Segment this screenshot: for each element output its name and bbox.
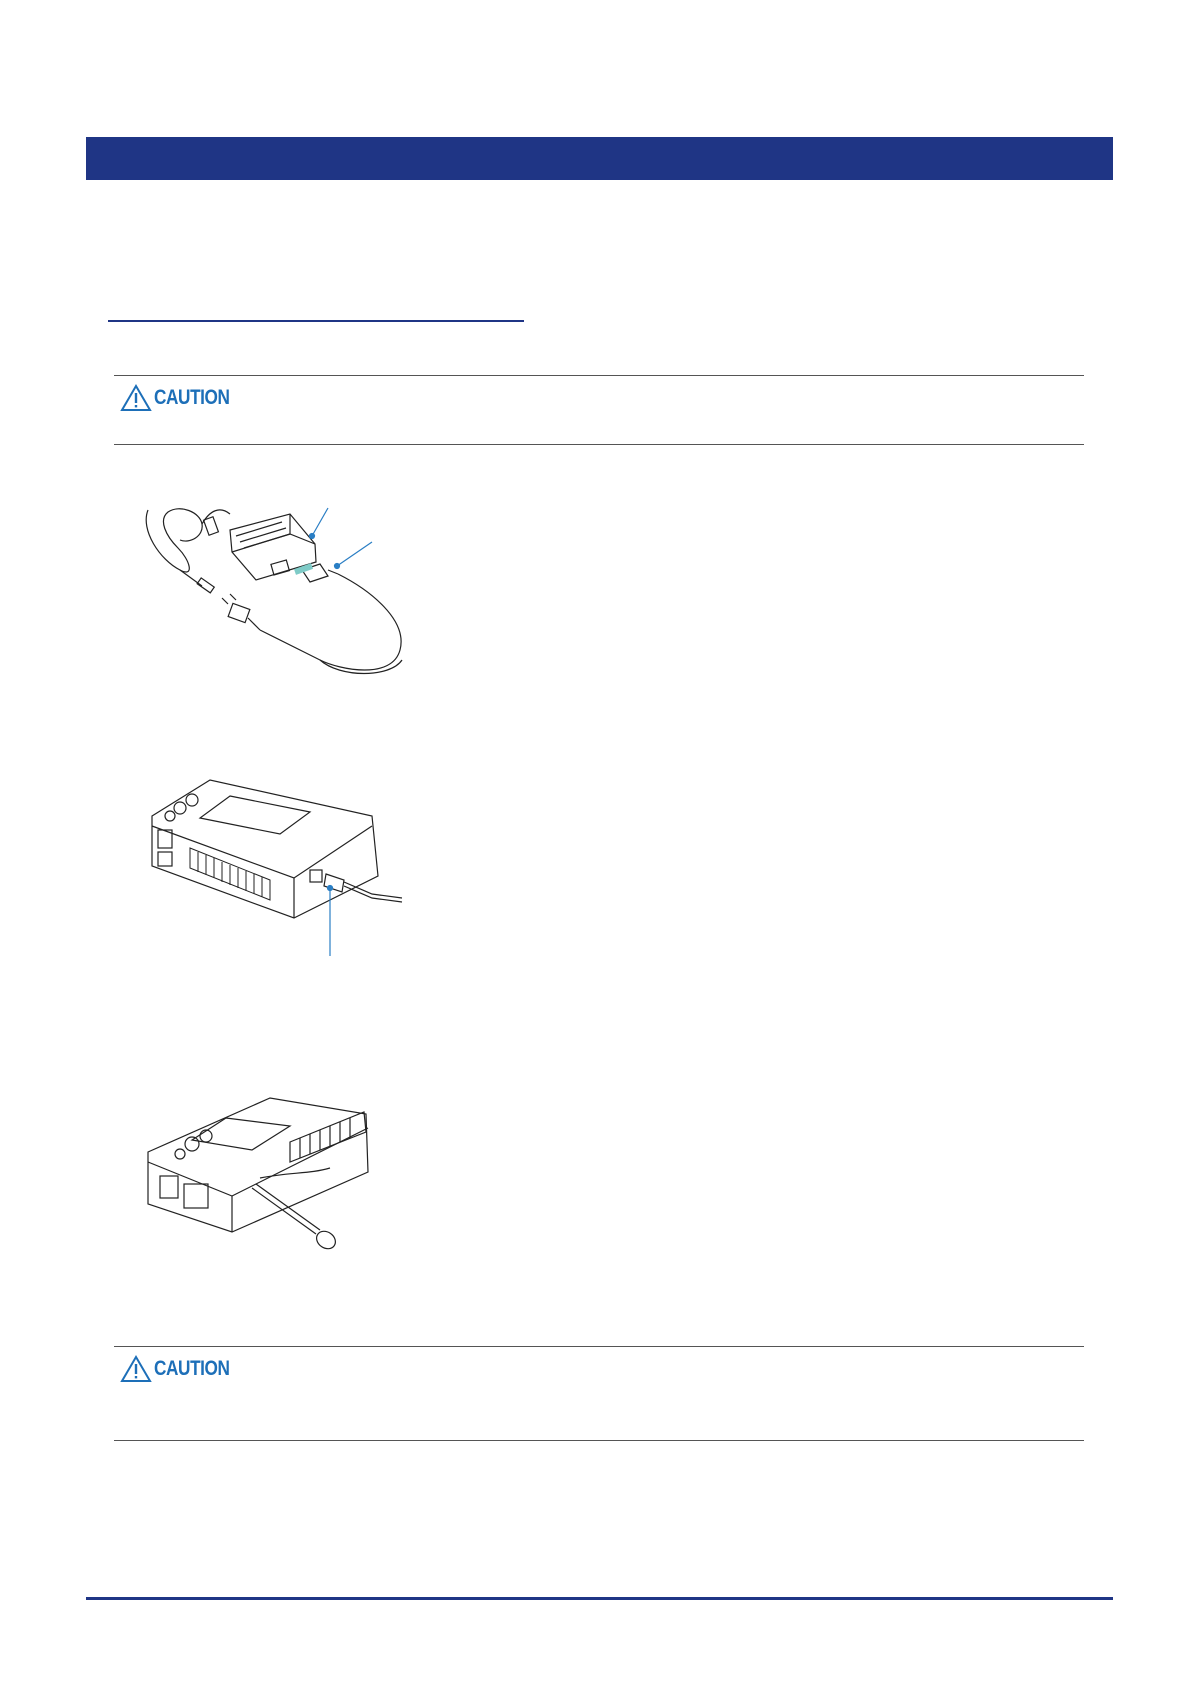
warning-triangle-icon xyxy=(120,1355,152,1383)
caution-heading xyxy=(120,384,246,412)
power-connection-figure xyxy=(140,768,410,958)
ground-terminal-figure xyxy=(140,1092,400,1262)
ac-adapter-figure xyxy=(140,500,440,720)
section-header-bar xyxy=(86,137,1113,180)
footer-rule xyxy=(86,1597,1113,1600)
caution-heading xyxy=(120,1355,246,1383)
warning-triangle-icon xyxy=(120,384,152,412)
caution-box-2 xyxy=(114,1346,1084,1441)
section-title-underline xyxy=(108,320,524,322)
caution-box-1 xyxy=(114,375,1084,445)
caution-label: CAUTION xyxy=(154,1357,230,1380)
caution-label: CAUTION xyxy=(154,386,230,409)
